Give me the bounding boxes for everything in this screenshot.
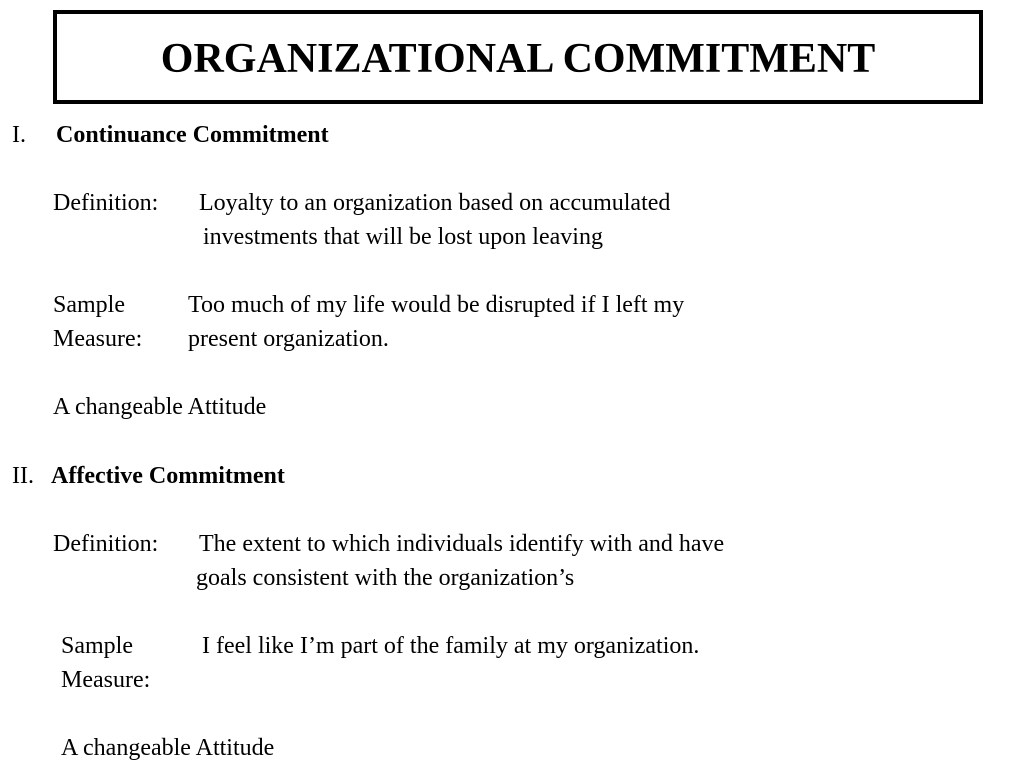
section-2-heading: Affective Commitment: [51, 463, 285, 489]
title-box: [53, 10, 983, 104]
section-1-sample-label-1: Sample: [53, 292, 125, 318]
section-1-numeral: I.: [12, 122, 26, 148]
section-1-definition-label: Definition:: [53, 190, 159, 216]
page-title: ORGANIZATIONAL COMMITMENT: [160, 36, 876, 82]
section-2-definition-line-1: The extent to which individuals identify with and have: [199, 531, 725, 557]
section-1-sample-label-2: Measure:: [53, 326, 143, 352]
section-1-sample-line-2: present organization.: [188, 326, 389, 352]
section-2-definition-line-2: goals consistent with the organization’s: [196, 565, 575, 591]
section-2-sample-line-1: I feel like I’m part of the family at my organization.: [202, 633, 700, 659]
section-2-definition-label: Definition:: [53, 531, 159, 557]
section-2-sample-label-1: Sample: [61, 633, 133, 659]
section-1-heading: Continuance Commitment: [56, 122, 329, 148]
section-1-note: A changeable Attitude: [53, 394, 267, 420]
section-2-numeral: II.: [12, 463, 34, 489]
section-1-sample-line-1: Too much of my life would be disrupted if I left my: [188, 292, 685, 318]
section-1-definition-line-1: Loyalty to an organization based on accumulated: [199, 190, 671, 216]
section-2-note: A changeable Attitude: [61, 735, 275, 761]
section-2-sample-label-2: Measure:: [61, 667, 151, 693]
section-1-definition-line-2: investments that will be lost upon leaving: [203, 224, 603, 250]
